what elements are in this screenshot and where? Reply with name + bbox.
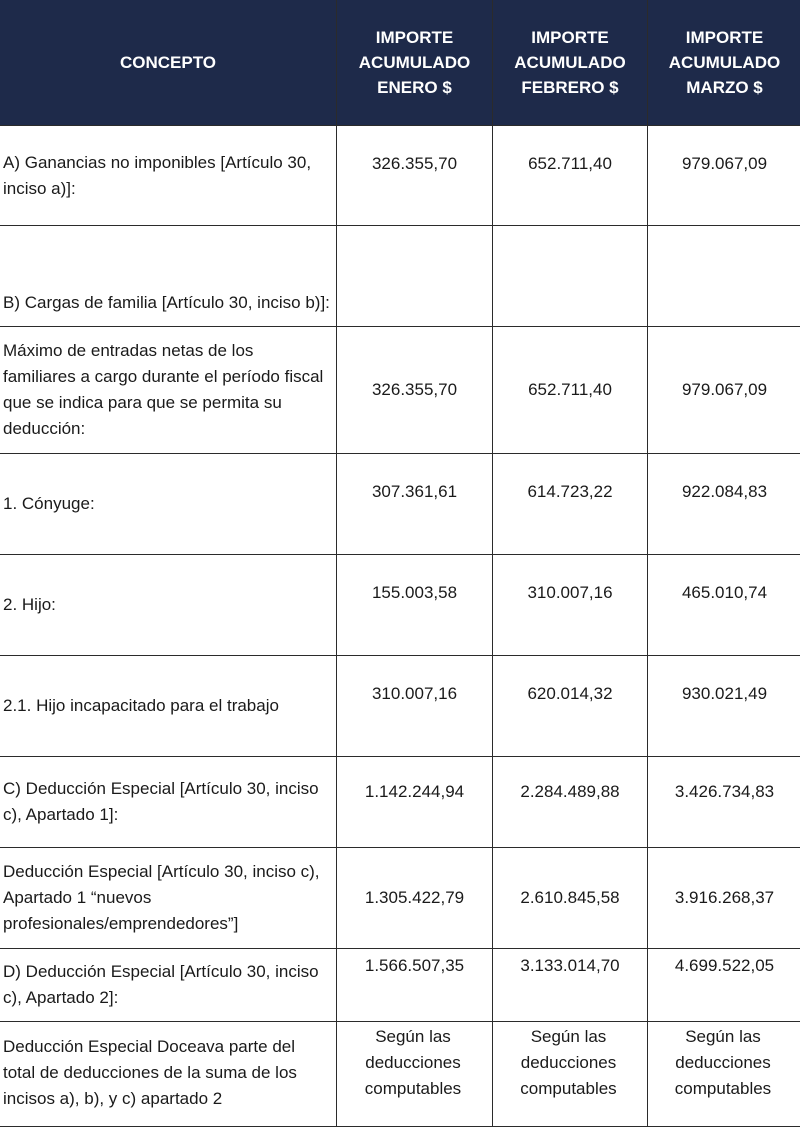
table-row bbox=[0, 126, 800, 226]
value-marzo: 979.067,09 bbox=[648, 126, 800, 226]
table-row bbox=[0, 656, 800, 757]
row-concept: C) Deducción Especial [Artículo 30, inciso c), Apartado 1]: bbox=[0, 757, 337, 848]
header-marzo: IMPORTE ACUMULADO MARZO $ bbox=[648, 0, 800, 126]
row-concept: 2.1. Hijo incapacitado para el trabajo bbox=[0, 656, 337, 757]
row-concept: Deducción Especial Doceava parte del total de deducciones de la suma de los incisos a), b), y c) apartado 2 bbox=[0, 1022, 337, 1127]
value-febrero: 652.711,40 bbox=[493, 126, 648, 226]
row-concept: D) Deducción Especial [Artículo 30, inciso c), Apartado 2]: bbox=[0, 949, 337, 1022]
row-concept: 1. Cónyuge: bbox=[0, 454, 337, 555]
value-febrero: Según las deducciones computables bbox=[493, 1022, 648, 1127]
value-enero: 310.007,16 bbox=[337, 656, 493, 757]
row-concept: 2. Hijo: bbox=[0, 555, 337, 656]
table-row bbox=[0, 757, 800, 848]
table-row bbox=[0, 226, 800, 327]
value-febrero: 2.610.845,58 bbox=[493, 848, 648, 949]
row-concept: B) Cargas de familia [Artículo 30, inciso b)]: bbox=[0, 226, 337, 327]
value-enero: 326.355,70 bbox=[337, 126, 493, 226]
value-febrero: 3.133.014,70 bbox=[493, 949, 648, 1022]
value-marzo: 3.916.268,37 bbox=[648, 848, 800, 949]
row-concept: A) Ganancias no imponibles [Artículo 30, inciso a)]: bbox=[0, 126, 337, 226]
value-marzo: 922.084,83 bbox=[648, 454, 800, 555]
table-row bbox=[0, 555, 800, 656]
header-concept: CONCEPTO bbox=[0, 0, 337, 126]
value-marzo: 979.067,09 bbox=[648, 327, 800, 454]
row-concept: Deducción Especial [Artículo 30, inciso c), Apartado 1 “nuevos profesionales/emprendedores”] bbox=[0, 848, 337, 949]
value-marzo bbox=[648, 226, 800, 327]
value-febrero: 652.711,40 bbox=[493, 327, 648, 454]
value-enero: 1.305.422,79 bbox=[337, 848, 493, 949]
value-marzo: 4.699.522,05 bbox=[648, 949, 800, 1022]
value-enero: Según las deducciones computables bbox=[337, 1022, 493, 1127]
value-marzo: Según las deducciones computables bbox=[648, 1022, 800, 1127]
value-febrero: 614.723,22 bbox=[493, 454, 648, 555]
table-row bbox=[0, 327, 800, 454]
value-febrero bbox=[493, 226, 648, 327]
value-enero: 326.355,70 bbox=[337, 327, 493, 454]
header-enero: IMPORTE ACUMULADO ENERO $ bbox=[337, 0, 493, 126]
value-enero: 1.566.507,35 bbox=[337, 949, 493, 1022]
value-marzo: 930.021,49 bbox=[648, 656, 800, 757]
table-row bbox=[0, 454, 800, 555]
table-row bbox=[0, 1022, 800, 1127]
value-febrero: 2.284.489,88 bbox=[493, 757, 648, 848]
value-enero: 307.361,61 bbox=[337, 454, 493, 555]
value-enero: 1.142.244,94 bbox=[337, 757, 493, 848]
value-febrero: 310.007,16 bbox=[493, 555, 648, 656]
header-febrero: IMPORTE ACUMULADO FEBRERO $ bbox=[493, 0, 648, 126]
value-enero: 155.003,58 bbox=[337, 555, 493, 656]
value-febrero: 620.014,32 bbox=[493, 656, 648, 757]
table-row bbox=[0, 949, 800, 1022]
header-row bbox=[0, 0, 800, 126]
table-row bbox=[0, 848, 800, 949]
row-concept: Máximo de entradas netas de los familiares a cargo durante el período fiscal que se indica para que se permita su deducción: bbox=[0, 327, 337, 454]
value-marzo: 465.010,74 bbox=[648, 555, 800, 656]
value-marzo: 3.426.734,83 bbox=[648, 757, 800, 848]
value-enero bbox=[337, 226, 493, 327]
